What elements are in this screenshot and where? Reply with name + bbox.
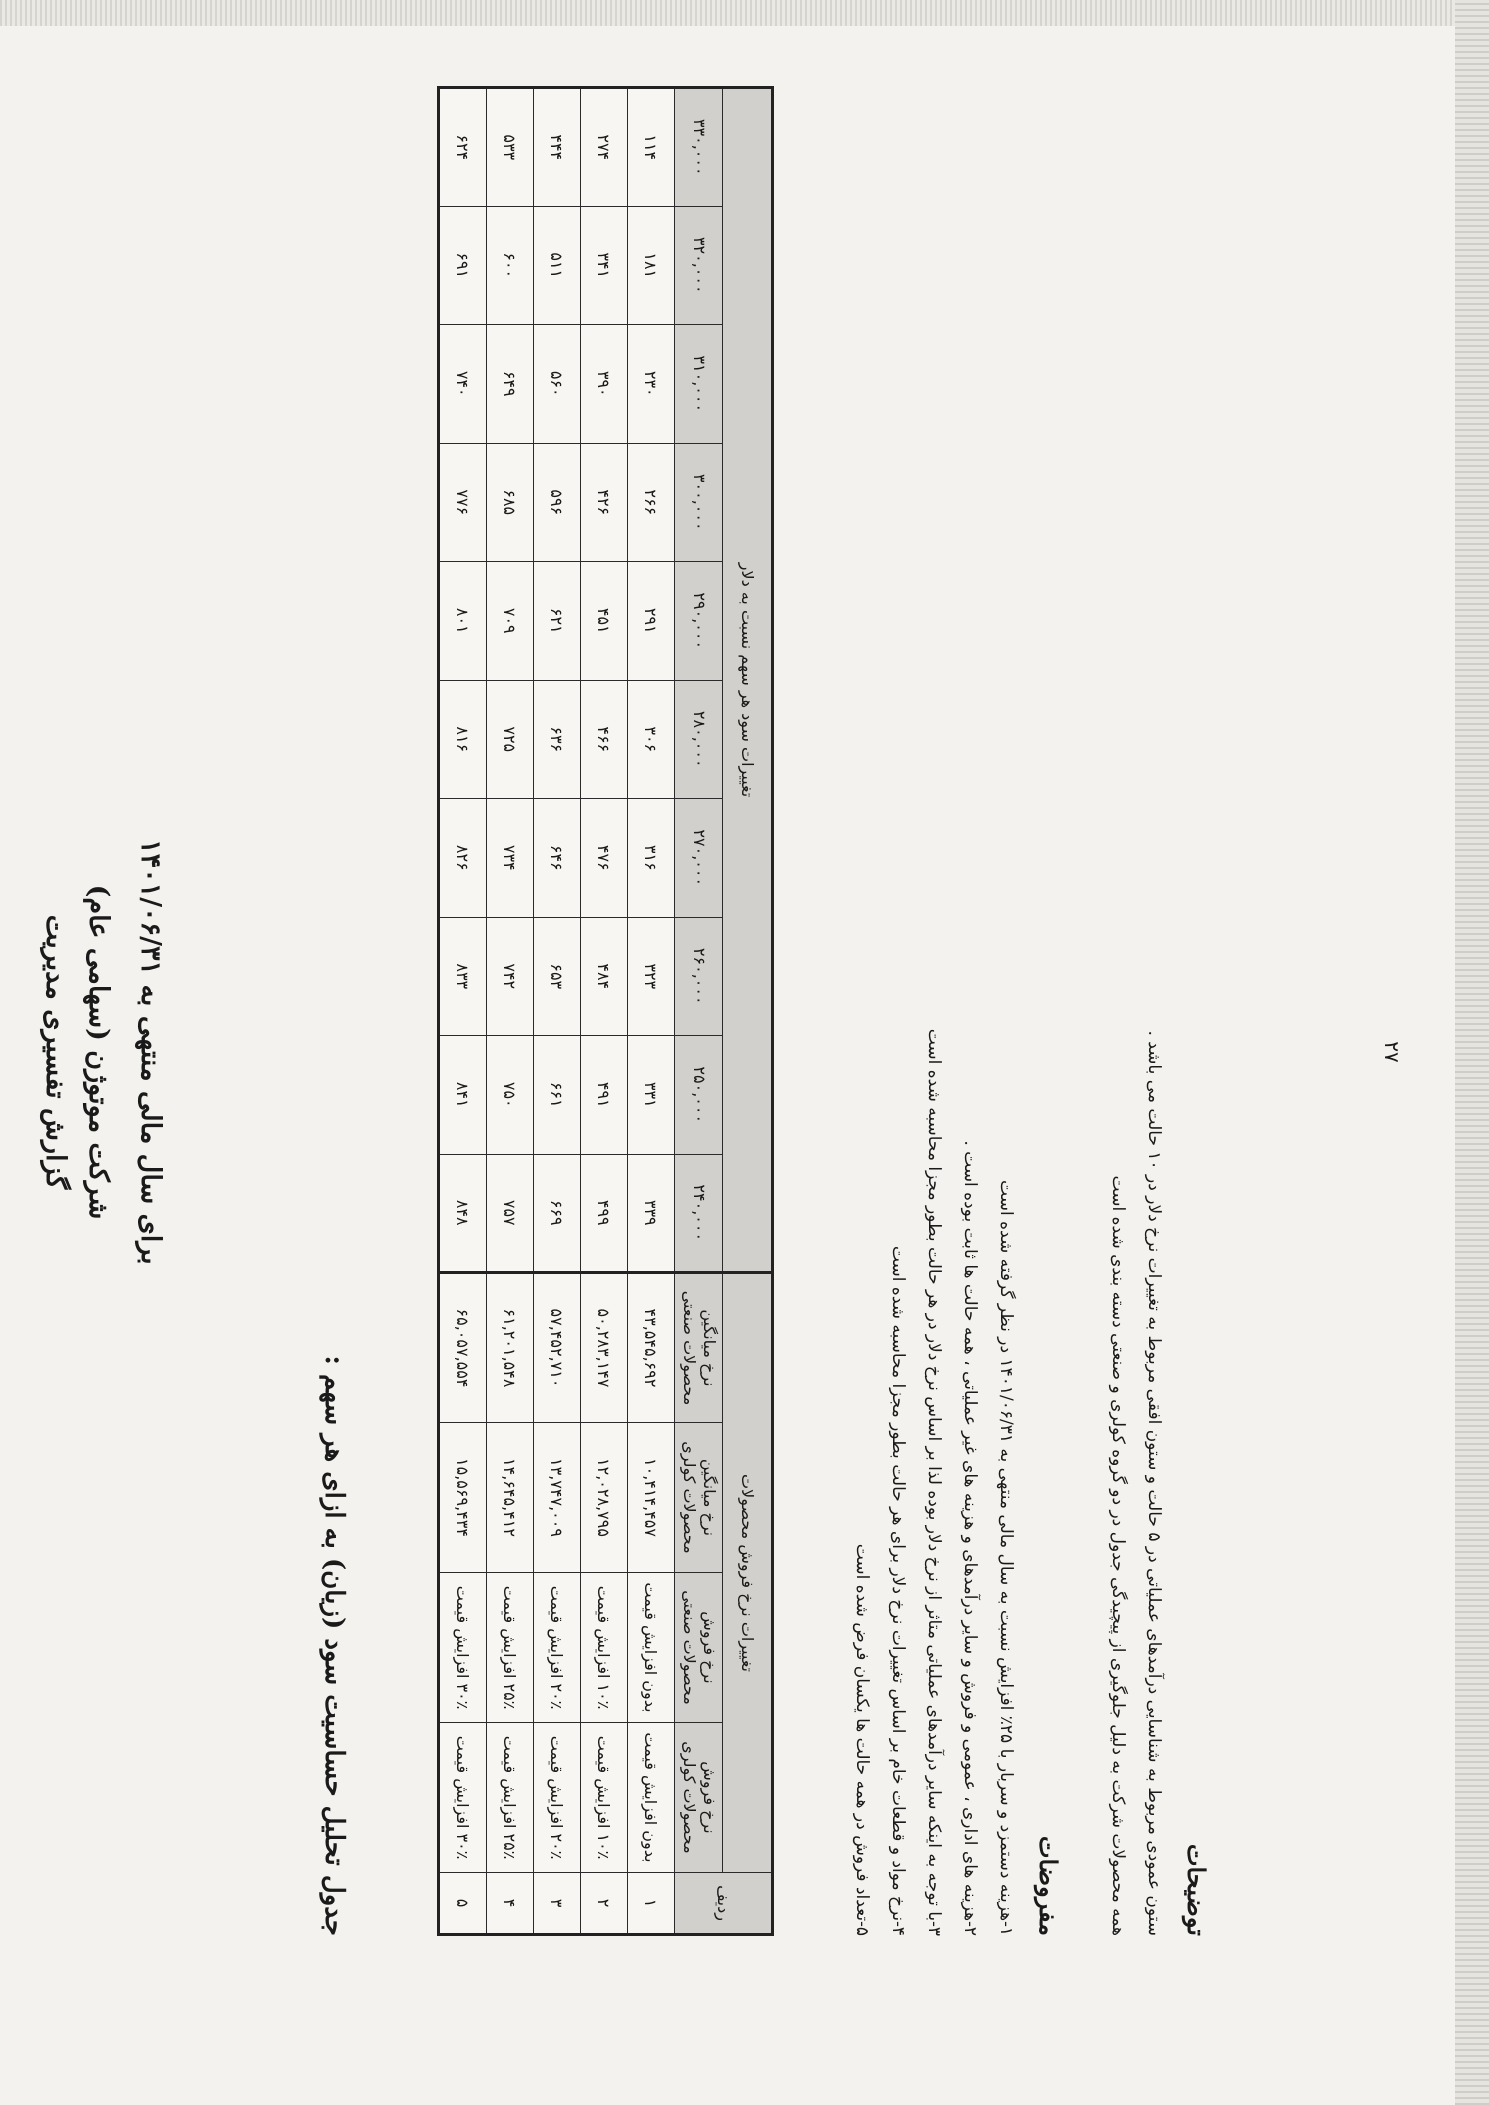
eps-cell: ۶۴۶ [534, 799, 581, 918]
avg-cooler-cell: ۱۰,۴۱۴,۴۵۷ [628, 1423, 675, 1573]
assumption-line: ۳-با توجه به اینکه سایر درآمدهای عملیاتی متاثر از نرخ دلار بوده لذا بر اساس نرخ دلار در هر حالت بطور مجزا محاسبه شده است [924, 1028, 944, 1936]
eps-cell: ۷۴۰ [439, 325, 487, 444]
notes-line: ستون عمودی مربوط به شناسایی درآمدهای عملیاتی در ۵ حالت و ستون افقی مربوط به تغییرات نرخ دلار در ۱۰ حالت می باشد . [1144, 1030, 1164, 1936]
avg-industrial-cell: ۶۵,۰۵۷,۵۵۴ [439, 1273, 487, 1423]
row-number: ۵ [439, 1873, 487, 1935]
row-number: ۳ [534, 1873, 581, 1935]
table-row [628, 88, 675, 1935]
eps-cell: ۱۸۱ [628, 206, 675, 325]
eps-cell: ۶۶۹ [534, 1154, 581, 1273]
eps-cell: ۵۹۶ [534, 443, 581, 562]
avg-cooler-cell: ۱۵,۵۶۹,۴۳۴ [439, 1423, 487, 1573]
eps-cell: ۷۵۰ [487, 1036, 534, 1155]
row-number-header: ردیف [675, 1873, 773, 1935]
eps-cell: ۳۳۹ [628, 1154, 675, 1273]
dollar-rate-header: ۲۴۰,۰۰۰ [675, 1154, 723, 1273]
cooler-rate-cell: ۳۰٪ افزایش قیمت [439, 1723, 487, 1873]
assumptions-title: مفروضات [1034, 1835, 1063, 1936]
header-row-subs [675, 88, 723, 1935]
avg-industrial-cell: ۴۳,۵۴۵,۶۹۲ [628, 1273, 675, 1423]
eps-cell: ۵۱۱ [534, 206, 581, 325]
assumption-line: ۵-تعداد فروش در همه حالت ها یکسان فرض شده است [852, 1543, 872, 1936]
sub-header-industrial-rate: نرخ فروش محصولات صنعتی [675, 1573, 723, 1723]
eps-cell: ۳۹۰ [581, 325, 628, 444]
eps-cell: ۸۰۱ [439, 562, 487, 681]
eps-cell: ۶۵۳ [534, 917, 581, 1036]
eps-cell: ۲۶۶ [628, 443, 675, 562]
assumption-line: ۴-نرخ مواد و قطعات خام بر اساس تغییرات نرخ دلار برای هر حالت بطور مجزا محاسبه شده است [888, 1245, 908, 1936]
table-row [439, 88, 487, 1935]
avg-industrial-cell: ۶۱,۲۰۱,۵۴۸ [487, 1273, 534, 1423]
table-title: جدول تحلیل حساسیت سود (زیان) به ازای هر سهم : [319, 1355, 349, 1936]
dollar-rate-header: ۲۵۰,۰۰۰ [675, 1036, 723, 1155]
eps-cell: ۳۳۱ [628, 1036, 675, 1155]
dollar-rate-header: ۳۰۰,۰۰۰ [675, 443, 723, 562]
eps-cell: ۳۰۶ [628, 680, 675, 799]
eps-cell: ۶۸۵ [487, 443, 534, 562]
eps-cell: ۴۸۴ [581, 917, 628, 1036]
sub-header-avg-industrial: نرخ میانگین محصولات صنعتی [675, 1273, 723, 1423]
company-name: شرکت موتوژن (سهامی عام) [83, 884, 114, 1220]
avg-industrial-cell: ۵۰,۲۸۳,۱۴۷ [581, 1273, 628, 1423]
notes-title: توضیحات [1182, 1843, 1211, 1936]
fiscal-period: برای سال مالی منتهی به ۱۴۰۱/۰۶/۳۱ [135, 839, 166, 1265]
cooler-rate-cell: بدون افزایش قیمت [628, 1723, 675, 1873]
notes-line: همه محصولات شرکت به دلیل جلوگیری از پیچیدگی جدول در دو گروه کولری و صنعتی دسته بندی شده است [1108, 1175, 1128, 1936]
dollar-rate-header: ۲۹۰,۰۰۰ [675, 562, 723, 681]
notes-section [844, 136, 1214, 1936]
eps-cell: ۲۳۰ [628, 325, 675, 444]
sub-header-cooler-rate: نرخ فروش محصولات کولری [675, 1723, 723, 1873]
sensitivity-table-wrap [437, 86, 774, 1936]
eps-cell: ۶۴۹ [487, 325, 534, 444]
eps-cell: ۶۲۱ [534, 562, 581, 681]
assumption-line: ۱-هزینه دستمزد و سربار با ۲۵٪ افزایش نسبت به سال مالی منتهی به ۱۴۰۱/۰۶/۳۱ در نظر گرفته شده است [996, 1180, 1016, 1936]
eps-cell: ۶۶۱ [534, 1036, 581, 1155]
dollar-rate-header: ۳۱۰,۰۰۰ [675, 325, 723, 444]
cooler-rate-cell: ۱۰٪ افزایش قیمت [581, 1723, 628, 1873]
report-title: گزارش تفسیری مدیریت [40, 914, 71, 1190]
industrial-rate-cell: بدون افزایش قیمت [628, 1573, 675, 1723]
industrial-rate-cell: ۲۵٪ افزایش قیمت [487, 1573, 534, 1723]
price-changes-header: تغییرات نرخ فروش محصولات [723, 1273, 773, 1873]
eps-cell: ۸۴۸ [439, 1154, 487, 1273]
eps-cell: ۴۴۴ [534, 88, 581, 207]
industrial-rate-cell: ۱۰٪ افزایش قیمت [581, 1573, 628, 1723]
industrial-rate-cell: ۲۰٪ افزایش قیمت [534, 1573, 581, 1723]
cooler-rate-cell: ۲۰٪ افزایش قیمت [534, 1723, 581, 1873]
eps-cell: ۳۲۳ [628, 917, 675, 1036]
eps-cell: ۷۴۲ [487, 917, 534, 1036]
dollar-rate-header: ۳۲۰,۰۰۰ [675, 206, 723, 325]
table-row [487, 88, 534, 1935]
eps-cell: ۸۱۶ [439, 680, 487, 799]
eps-cell: ۸۲۶ [439, 799, 487, 918]
eps-cell: ۷۲۵ [487, 680, 534, 799]
eps-cell: ۷۵۷ [487, 1154, 534, 1273]
row-number: ۱ [628, 1873, 675, 1935]
dollar-rate-header: ۲۸۰,۰۰۰ [675, 680, 723, 799]
eps-cell: ۴۹۹ [581, 1154, 628, 1273]
eps-cell: ۷۳۴ [487, 799, 534, 918]
row-number: ۴ [487, 1873, 534, 1935]
avg-cooler-cell: ۱۴,۶۴۵,۴۱۲ [487, 1423, 534, 1573]
page-number: ۲۷ [1380, 1041, 1404, 1063]
row-number: ۲ [581, 1873, 628, 1935]
sub-header-avg-cooler: نرخ میانگین محصولات کولری [675, 1423, 723, 1573]
eps-cell: ۸۳۳ [439, 917, 487, 1036]
eps-cell: ۶۲۴ [439, 88, 487, 207]
eps-cell: ۲۹۱ [628, 562, 675, 681]
eps-cell: ۶۳۶ [534, 680, 581, 799]
eps-cell: ۴۷۶ [581, 799, 628, 918]
eps-cell: ۱۱۴ [628, 88, 675, 207]
table-row [581, 88, 628, 1935]
table-row [534, 88, 581, 1935]
eps-cell: ۴۲۶ [581, 443, 628, 562]
dollar-rate-header: ۲۷۰,۰۰۰ [675, 799, 723, 918]
avg-industrial-cell: ۵۷,۴۵۲,۷۱۰ [534, 1273, 581, 1423]
avg-cooler-cell: ۱۳,۷۴۷,۰۰۹ [534, 1423, 581, 1573]
eps-cell: ۳۱۶ [628, 799, 675, 918]
assumption-line: ۲-هزینه های اداری ، عمومی و فروش و سایر درآمدهای و هزینه های غیر عملیاتی ، همه حالت ها ثابت بوده است . [960, 1140, 980, 1936]
document-page [24, 22, 1464, 2082]
eps-cell: ۳۴۱ [581, 206, 628, 325]
avg-cooler-cell: ۱۲,۰۲۸,۷۹۵ [581, 1423, 628, 1573]
profit-changes-header: تغییرات سود هر سهم نسبت به دلار [723, 88, 773, 1273]
dollar-rate-header: ۲۶۰,۰۰۰ [675, 917, 723, 1036]
sensitivity-table [437, 86, 774, 1936]
section-spacer [1066, 136, 1100, 1936]
eps-cell: ۵۶۰ [534, 325, 581, 444]
dollar-rate-header: ۳۳۰,۰۰۰ [675, 88, 723, 207]
industrial-rate-cell: ۳۰٪ افزایش قیمت [439, 1573, 487, 1723]
eps-cell: ۶۹۱ [439, 206, 487, 325]
eps-cell: ۴۵۱ [581, 562, 628, 681]
eps-cell: ۵۳۳ [487, 88, 534, 207]
header-row-groups [723, 88, 773, 1935]
eps-cell: ۴۶۶ [581, 680, 628, 799]
eps-cell: ۸۴۱ [439, 1036, 487, 1155]
cooler-rate-cell: ۲۵٪ افزایش قیمت [487, 1723, 534, 1873]
eps-cell: ۶۰۰ [487, 206, 534, 325]
eps-cell: ۲۷۴ [581, 88, 628, 207]
eps-cell: ۷۷۶ [439, 443, 487, 562]
eps-cell: ۴۹۱ [581, 1036, 628, 1155]
eps-cell: ۷۰۹ [487, 562, 534, 681]
